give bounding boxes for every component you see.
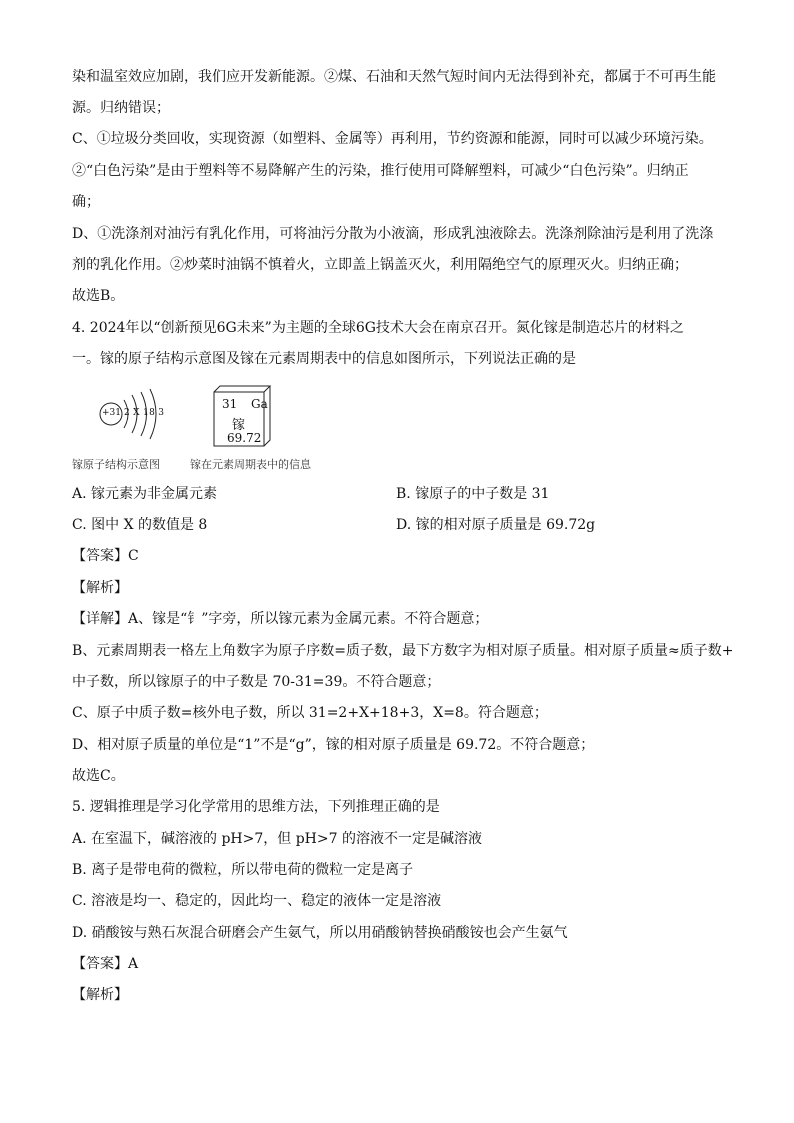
shell-electrons: 2 X 18 3 <box>124 408 165 418</box>
analysis-label: 【解析】 <box>72 987 128 1003</box>
text-line: 源。归纳错误； <box>72 100 170 116</box>
option-a: A. 镓元素为非金属元素 <box>72 486 218 502</box>
text-line: 染和温室效应加剧，我们应开发新能源。②煤、石油和天然气短时间内无法得到补充，都属于不可再生能 <box>72 69 716 85</box>
cell-caption: 镓在元素周期表中的信息 <box>190 458 311 471</box>
text-line: D、①洗涤剂对油污有乳化作用，可将油污分散为小液滴，形成乳浊液除去。洗涤剂除油污是利用了洗涤 <box>72 226 714 242</box>
detail-line: C、原子中质子数=核外电子数，所以 31=2+X+18+3，X=8。符合题意； <box>72 705 548 721</box>
q5-option-a: A. 在室温下，碱溶液的 pH>7，但 pH>7 的溶液不一定是碱溶液 <box>72 831 482 847</box>
element-name: 镓 <box>232 418 246 433</box>
text-line: ②“白色污染”是由于塑料等不易降解产生的污染，推行使用可降解塑料，可减少“白色污染”。归纳正 <box>72 163 689 179</box>
q5-option-b: B. 离子是带电荷的微粒，所以带电荷的微粒一定是离子 <box>72 862 414 878</box>
question-4-stem: 4. 2024年以“创新预见6G未来”为主题的全球6G技术大会在南京召开。氮化镓是制造芯片的材料之 <box>72 320 684 336</box>
atom-caption: 镓原子结构示意图 <box>72 458 160 471</box>
element-symbol: Ga <box>251 397 268 411</box>
option-b: B. 镓原子的中子数是 31 <box>396 486 550 502</box>
atomic-mass: 69.72 <box>227 431 262 445</box>
detail-line: 【详解】A、镓是“钅”字旁，所以镓元素为金属元素。不符合题意； <box>72 611 489 627</box>
answer-label: 【答案】A <box>72 956 139 972</box>
detail-line: 中子数，所以镓原子的中子数是 70-31=39。不符合题意； <box>72 674 441 690</box>
answer-label: 【答案】C <box>72 548 139 564</box>
detail-line: B、元素周期表一格左上角数字为原子序数=质子数，最下方数字为相对原子质量。相对原子质量≈质子数+ <box>72 643 734 659</box>
detail-line: D、相对原子质量的单位是“1”不是“g”，镓的相对原子质量是 69.72。不符合题意； <box>72 737 595 753</box>
option-c: C. 图中 X 的数值是 8 <box>72 517 208 533</box>
question-5-stem: 5. 逻辑推理是学习化学常用的思维方法，下列推理正确的是 <box>72 799 440 815</box>
option-d: D. 镓的相对原子质量是 69.72g <box>396 517 596 533</box>
detail-line: 故选C。 <box>72 768 125 784</box>
nucleus-charge: +31 <box>102 408 121 418</box>
text-line: C、①垃圾分类回收，实现资源（如塑料、金属等）再利用，节约资源和能源，同时可以减少环境污染。 <box>72 131 713 147</box>
question-4-stem: 一。镓的原子结构示意图及镓在元素周期表中的信息如图所示，下列说法正确的是 <box>72 351 576 367</box>
text-line: 剂的乳化作用。②炒菜时油锅不慎着火，立即盖上锅盖灭火，利用隔绝空气的原理灭火。归纳正确； <box>72 257 688 273</box>
q5-option-c: C. 溶液是均一、稳定的，因此均一、稳定的液体一定是溶液 <box>72 893 442 909</box>
analysis-label: 【解析】 <box>72 580 128 596</box>
text-line: 确； <box>72 194 100 210</box>
q5-option-d: D. 硝酸铵与熟石灰混合研磨会产生氨气，所以用硝酸钠替换硝酸铵也会产生氨气 <box>72 925 568 941</box>
text-line: 故选B。 <box>72 288 125 304</box>
atomic-number: 31 <box>222 397 238 411</box>
